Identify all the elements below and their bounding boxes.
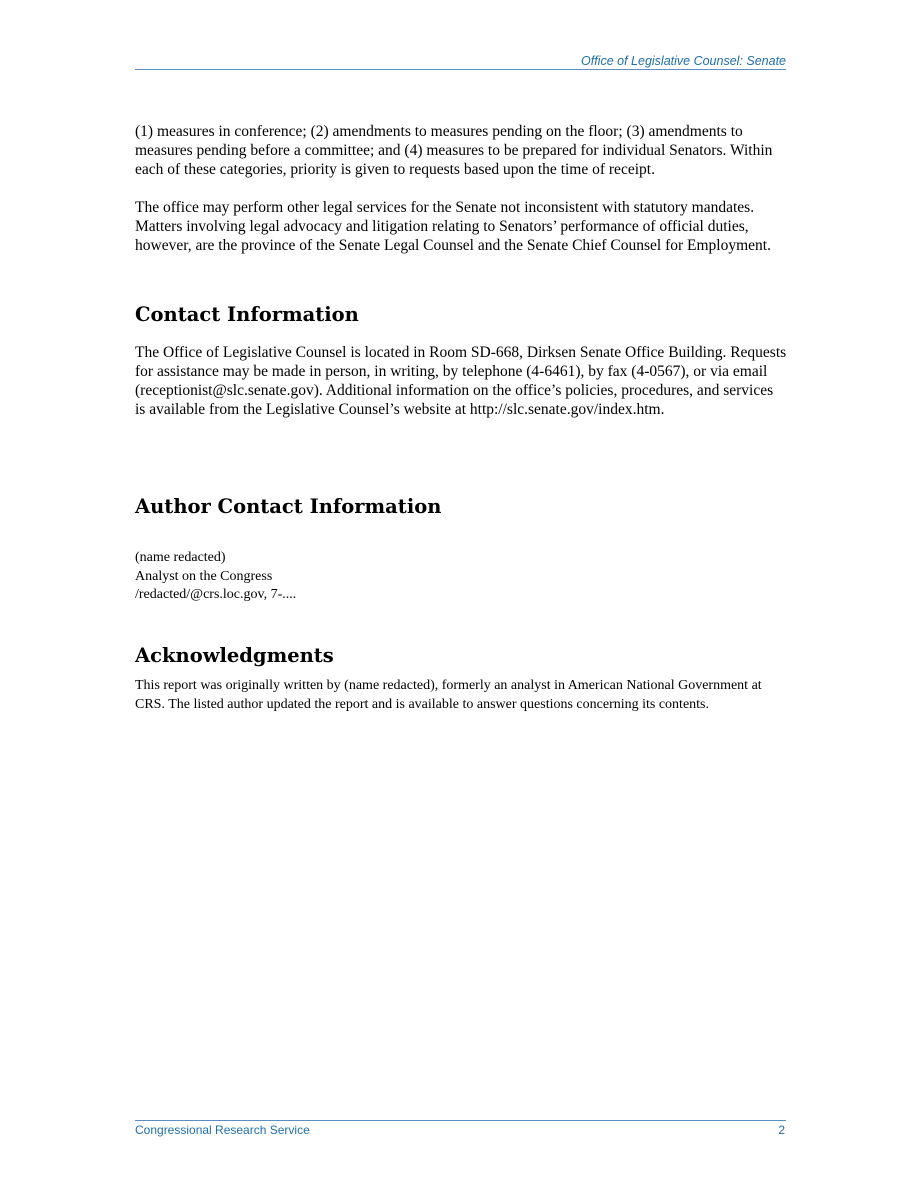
acknowledgments-heading: Acknowledgments (135, 644, 334, 667)
footer-page-number: 2 (778, 1123, 785, 1137)
footer-rule (135, 1120, 786, 1121)
paragraph-other-legal-services: The office may perform other legal services for the Senate not inconsistent with statutory mandates. Matters involving legal advocacy and litigation relating to Senators’ performance of official duties, however, are the province of the Senate Legal Counsel and the Senate Chief Counsel for Employment. (135, 199, 771, 254)
author-contact-block (135, 549, 787, 605)
contact-information-heading: Contact Information (135, 303, 359, 326)
running-header-title: Office of Legislative Counsel: Senate (581, 54, 786, 68)
contact-information-text: The Office of Legislative Counsel is located in Room SD-668, Dirksen Senate Office Building. Requests for assistance may be made in person, in writing, by telephone (4-6461), by fax (4-0567), or via email (receptionist@slc.senate.gov). Additional information on the office’s policies, procedures, and services is available from the Legislative Counsel’s website at http://slc.senate.gov/index.htm. (135, 344, 787, 418)
acknowledgments-text: This report was originally written by (name redacted), formerly an analyst in American National Government at CRS. The listed author updated the report and is available to answer questions concerning its contents. (135, 678, 762, 712)
author-email-phone: /redacted/@crs.loc.gov, 7-.... (135, 587, 297, 602)
author-role: Analyst on the Congress (135, 568, 273, 584)
header-rule (135, 69, 786, 70)
paragraph-priority-categories: (1) measures in conference; (2) amendments to measures pending on the floor; (3) amendments to measures pending before a committee; and (4) measures to be prepared for individual Senators. Within each of these categories, priority is given to requests based upon the time of receipt. (135, 123, 773, 178)
author-name: (name redacted) (135, 550, 226, 565)
footer-organization: Congressional Research Service (135, 1123, 310, 1137)
author-contact-heading: Author Contact Information (135, 495, 442, 518)
